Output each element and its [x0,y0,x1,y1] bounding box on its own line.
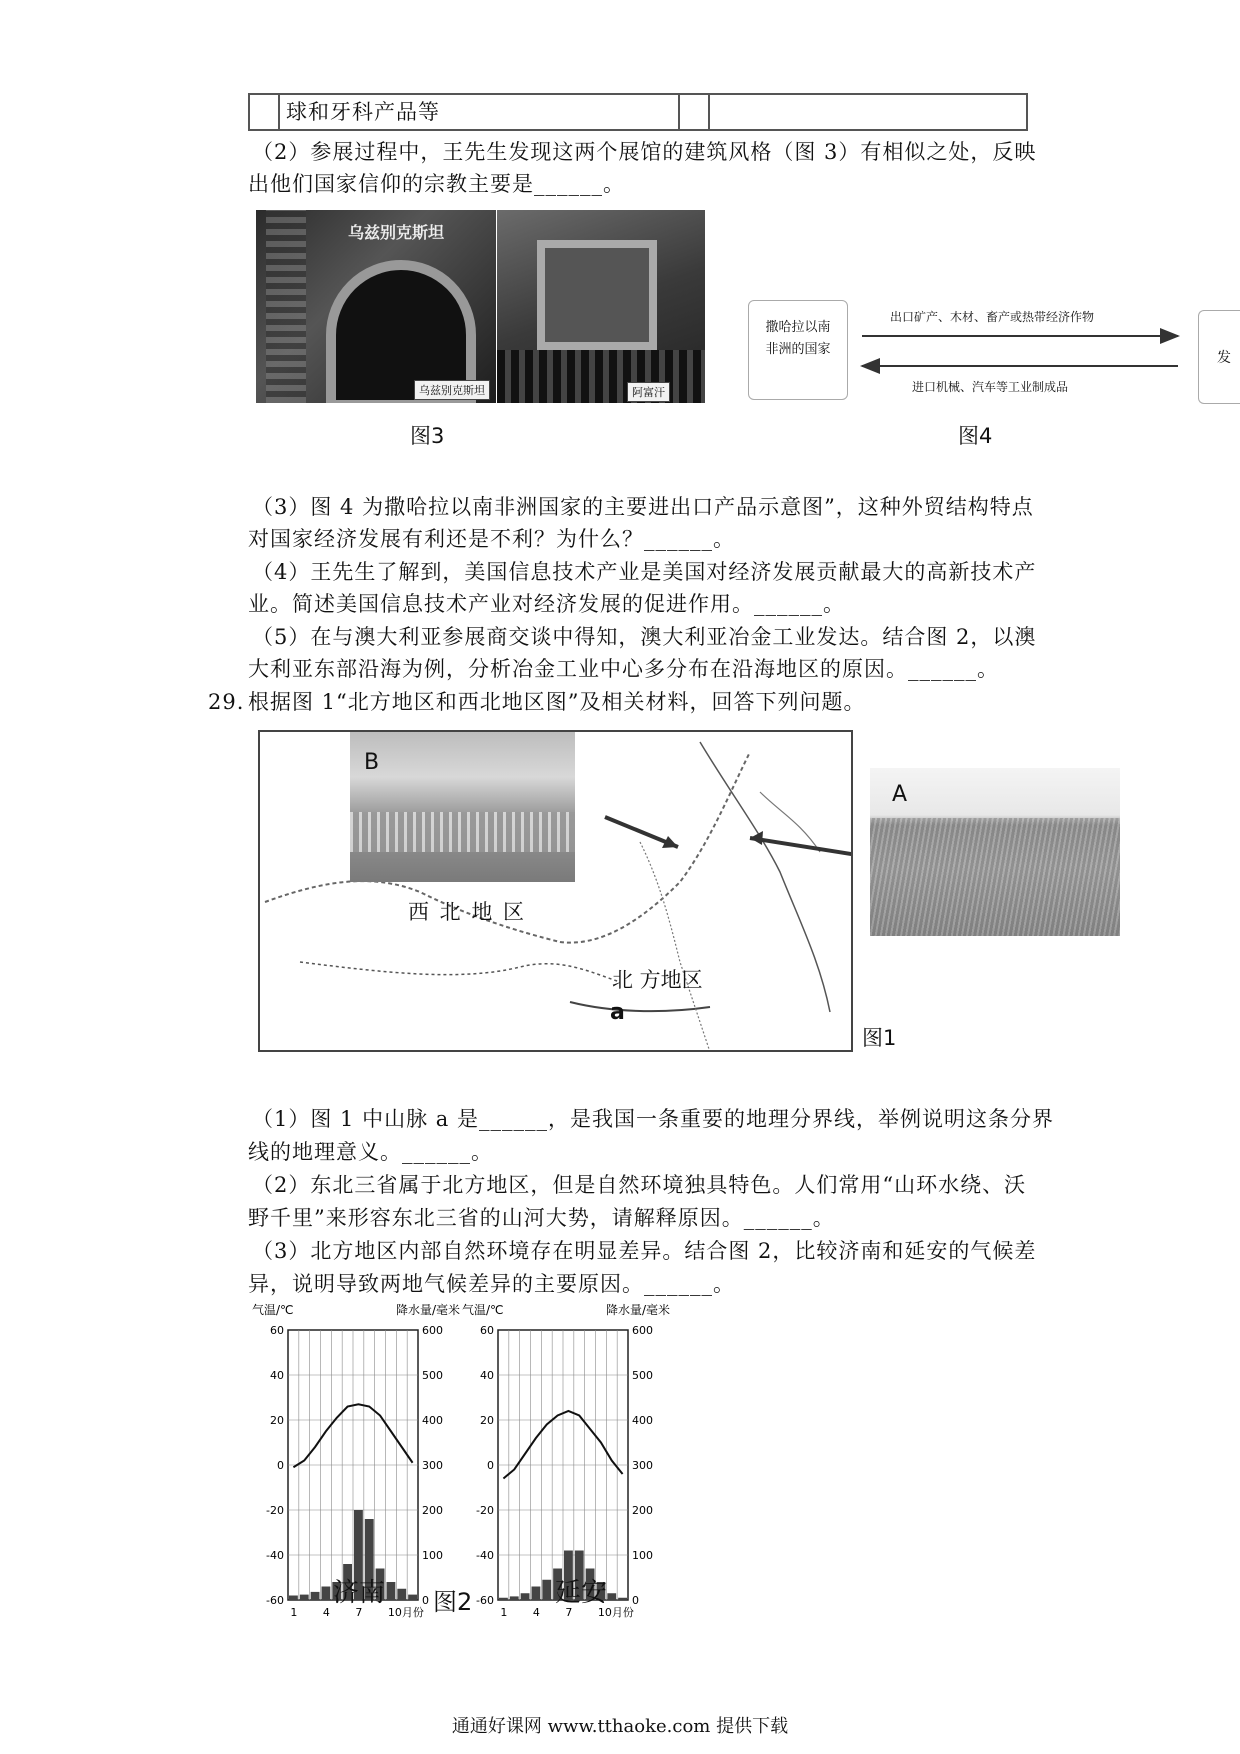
fig2-precip-tick: 400 [422,1414,443,1427]
page-footer: 通通好课网 www.tthaoke.com 提供下载 [451,1716,789,1737]
fig1-map [258,730,853,1052]
q29-p3-line2: 异，说明导致两地气候差异的主要原因。______。 [248,1272,735,1296]
fig2-caption: 图2 [433,1588,473,1616]
q29-p3-line1: （3）北方地区内部自然环境存在明显差异。结合图 2，比较济南和延安的气候差 [252,1239,1037,1263]
q29-stem: 根据图 1“北方地区和西北地区图”及相关材料，回答下列问题。 [248,690,866,714]
q28-p3-line1: （3）图 4 为撒哈拉以南非洲国家的主要进出口产品示意图”，这种外贸结构特点 [252,495,1034,519]
fig2-precip-bar [387,1582,396,1600]
table-cell [680,95,710,129]
fig2-temp-tick: -60 [266,1594,284,1607]
fig1-label-mountain-a: a [610,1000,625,1025]
q28-p5-line2: 大利亚东部沿海为例，分析冶金工业中心多分布在沿海地区的原因。______。 [248,657,999,681]
fig2-precip-bar [499,1598,508,1600]
fig2-precip-tick: 400 [632,1414,653,1427]
fig1-photo-b [350,732,575,882]
fig2-temp-tick: 40 [270,1369,284,1382]
fig4-export-label: 出口矿产、木材、畜产或热带经济作物 [890,310,1095,324]
fig2-precip-bar [532,1587,541,1601]
fig4-import-label: 进口机械、汽车等工业制成品 [912,380,1069,394]
table-cell: 球和牙科产品等 [280,95,680,129]
fig3-photo-uzbekistan [256,210,496,403]
fig2-precip-bar [521,1593,530,1600]
table-cell [710,95,1026,129]
fig2-city-jinan: 济南 [333,1578,386,1608]
fig2-city-yanan: 延安 [555,1578,608,1608]
fig1-photo-a [870,768,1120,936]
fig4-left-box [748,300,848,400]
fig2-precip-tick: 600 [632,1324,653,1337]
fig2-precip-bar [510,1596,519,1600]
fig2-precip-tick: 600 [422,1324,443,1337]
fig3-caption: 图3 [410,424,445,448]
q28-p4-line1: （4）王先生了解到，美国信息技术产业是美国对经济发展贡献最大的高新技术产 [252,560,1037,584]
fig4-arrows [860,318,1190,378]
fig4-left-box-line1: 撒哈拉以南 [765,320,831,335]
fig2-precip-tick: 100 [422,1549,443,1562]
fig2-precip-tick: 200 [632,1504,653,1517]
q28-p2-line1: （2）参展过程中，王先生发现这两个展馆的建筑风格（图 3）有相似之处，反映 [252,140,1037,164]
q29-p2-line2: 野千里”来形容东北三省的山河大势，请解释原因。______。 [248,1206,835,1230]
fig2-temp-tick: 20 [270,1414,284,1427]
fig4-caption: 图4 [958,424,993,448]
fig2-x-tick: 4 [532,1606,540,1619]
fig2-precip-tick: 0 [422,1594,429,1607]
fig2-precip-axis-title: 降水量/毫米 [396,1303,461,1317]
fig2-temp-tick: 40 [480,1369,494,1382]
fig2-x-tick: 1 [500,1606,508,1619]
fig2-precip-axis-title: 降水量/毫米 [606,1303,671,1317]
fig4-right-box-label: 发 [1217,350,1231,366]
q28-p4-line2: 业。简述美国信息技术产业对经济发展的促进作用。______。 [248,592,845,616]
fig3-label-afghanistan: 阿富汗 [627,382,670,402]
fig4-right-box [1198,310,1240,404]
fig2-temp-tick: -20 [266,1504,284,1517]
fig2-precip-tick: 300 [632,1459,653,1472]
fig2-precip-bar [289,1596,298,1601]
fig2-precip-bar [607,1593,616,1600]
fig1-label-northwest: 西 北 地 区 [408,900,527,924]
fig3-sign: 乌兹别克斯坦 [348,223,445,242]
fig1-label-a: A [892,782,908,807]
fig2-precip-bar [618,1598,627,1600]
fig2-x-tick: 4 [322,1606,330,1619]
fig2-temp-tick: -60 [476,1594,494,1607]
fig1-caption: 图1 [862,1026,897,1050]
fig2-temp-axis-title: 气温/℃ [462,1303,504,1317]
q29-p1-line1: （1）图 1 中山脉 a 是______，是我国一条重要的地理分界线，举例说明这条分界 [252,1107,1054,1131]
fig2-temp-tick: 0 [487,1459,494,1472]
fig2-climate-charts [250,1300,720,1630]
fig2-temp-tick: -20 [476,1504,494,1517]
table-row [248,93,1028,131]
fig2-temp-tick: -40 [266,1549,284,1562]
fig2-x-tick: 10月份 [597,1606,634,1619]
fig2-temp-tick: 0 [277,1459,284,1472]
fig1-label-b: B [364,750,380,775]
fig2-precip-bar [322,1587,331,1601]
fig4-left-box-line2: 非洲的国家 [765,342,831,357]
q28-p5-line1: （5）在与澳大利亚参展商交谈中得知，澳大利亚冶金工业发达。结合图 2，以澳 [252,625,1037,649]
fig2-precip-tick: 300 [422,1459,443,1472]
q29-p2-line1: （2）东北三省属于北方地区，但是自然环境独具特色。人们常用“山环水绕、沃 [252,1173,1027,1197]
fig2-precip-bar [542,1580,551,1600]
fig1-label-north: 北 方地区 [612,968,703,992]
fig2-temp-tick: 20 [480,1414,494,1427]
fig2-precip-tick: 0 [632,1594,639,1607]
fig2-x-tick: 7 [355,1606,363,1619]
q28-p3-line2: 对国家经济发展有利还是不利？为什么？______。 [248,527,735,551]
q29-number: 29. [208,690,245,714]
fig2-precip-bar [300,1595,309,1600]
fig2-x-tick: 1 [290,1606,298,1619]
fig2-precip-bar [397,1589,406,1600]
fig2-temp-tick: 60 [480,1324,494,1337]
fig2-x-tick: 7 [565,1606,573,1619]
fig2-precip-bar [311,1592,320,1600]
fig2-precip-tick: 100 [632,1549,653,1562]
fig3-label-uzbekistan: 乌兹别克斯坦 [414,380,490,400]
fig3-photo-afghanistan [497,210,705,403]
fig2-precip-tick: 200 [422,1504,443,1517]
fig2-precip-tick: 500 [422,1369,443,1382]
fig2-temp-tick: -40 [476,1549,494,1562]
table-cell [250,95,280,129]
fig2-temp-axis-title: 气温/℃ [252,1303,294,1317]
q29-p1-line2: 线的地理意义。______。 [248,1140,493,1164]
fig2-precip-bar [408,1595,417,1600]
q28-p2-line2: 出他们国家信仰的宗教主要是______。 [248,172,625,196]
fig2-temp-tick: 60 [270,1324,284,1337]
fig2-precip-tick: 500 [632,1369,653,1382]
fig2-x-tick: 10月份 [387,1606,424,1619]
